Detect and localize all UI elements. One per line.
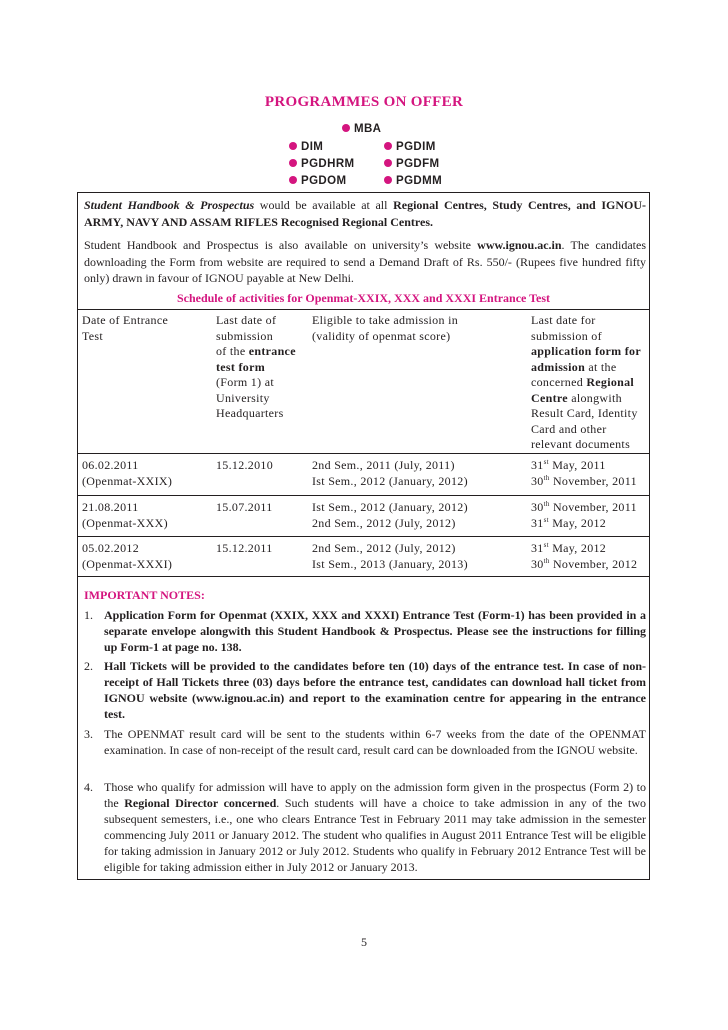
bullet-icon <box>342 124 350 132</box>
programme-label: PGDOM <box>301 175 347 187</box>
table-cell: 30th November, 2011 31st May, 2012 <box>531 500 637 530</box>
table-cell: 31st May, 2012 30th November, 2012 <box>531 541 638 571</box>
divider <box>78 309 649 310</box>
notes-title: IMPORTANT NOTES: <box>84 588 205 602</box>
bullet-icon <box>289 159 297 167</box>
page-number: 5 <box>361 935 367 949</box>
schedule-title: Schedule of activities for Openmat-XXIX, XXX and XXXI Entrance Test <box>176 291 551 305</box>
table-cell: 15.07.2011 <box>216 500 273 514</box>
divider <box>78 576 649 577</box>
intro-text: . The candidates downloading the Form from website are required to send a Demand Draft of Rs. 550/- (Rupees five hundred fifty only) drawn in favour of IGNOU payable at New Delhi. <box>84 238 646 285</box>
divider <box>78 495 649 496</box>
info-box <box>77 192 650 880</box>
programme-pgdom <box>289 175 346 187</box>
table-cell: 2nd Sem., 2011 (July, 2011) Ist Sem., 2012 (January, 2012) <box>312 458 468 488</box>
programme-mba <box>342 123 381 135</box>
table-cell: 2nd Sem., 2012 (July, 2012) Ist Sem., 2013 (January, 2013) <box>312 541 468 571</box>
programme-label: PGDFM <box>396 158 440 170</box>
divider <box>78 536 649 537</box>
website-link[interactable]: www.ignou.ac.in <box>477 238 562 252</box>
header-last-date-submission: Last date of submission of the entrance test form (Form 1) at University Headquarters <box>216 313 296 420</box>
bullet-icon <box>384 176 392 184</box>
intro-paragraph-2 <box>84 237 646 287</box>
programme-pgdim <box>384 141 436 153</box>
header-last-date-admission: Last date for submission of application form for admission at the concerned Regional Centre alongwith Result Card, Identity Card and other relevant documents <box>531 313 641 451</box>
programme-label: PGDMM <box>396 175 443 187</box>
programme-pgdhrm <box>289 158 355 170</box>
header-date-test: Date of Entrance Test <box>82 313 169 343</box>
table-cell: 15.12.2011 <box>216 541 273 555</box>
page-heading: PROGRAMMES ON OFFER <box>264 94 464 110</box>
note-1: 1. Application Form for Openmat (XXIX, XXX and XXXI) Entrance Test (Form-1) has been provided in a separate envelope alongwith this Student Handbook & Prospectus. Please see the instructions for filling up Form-1 at page no. 138. <box>84 608 646 654</box>
centres-text: Regional Centres, Study Centres, and IGNOU-ARMY, NAVY AND ASSAM RIFLES Recognised Regional Centres. <box>84 198 646 229</box>
programme-pgdmm <box>384 175 442 187</box>
table-row: 21.08.2011 (Openmat-XXX) <box>82 500 168 530</box>
table-cell: Ist Sem., 2012 (January, 2012) 2nd Sem., 2012 (July, 2012) <box>312 500 468 530</box>
bullet-icon <box>384 159 392 167</box>
bullet-icon <box>289 176 297 184</box>
note-2: 2. Hall Tickets will be provided to the candidates before ten (10) days of the entrance test. In case of non-receipt of Hall Tickets three (03) days before the entrance test, candidates can download hall ticket from IGNOU website (www.ignou.ac.in) and report to the examination centre for appearing in the entrance test. <box>84 659 646 721</box>
handbook-title: Student Handbook & Prospectus <box>84 198 255 212</box>
programme-dim <box>289 141 323 153</box>
table-cell: 31st May, 2011 30th November, 2011 <box>531 458 637 488</box>
programme-label: DIM <box>301 141 324 153</box>
programme-label: MBA <box>354 123 382 135</box>
note-3: 3. The OPENMAT result card will be sent to the students within 6-7 weeks from the date of the OPENMAT examination. In case of non-receipt of the result card, result card can be downloaded from the IGNOU website. <box>84 727 646 757</box>
bullet-icon <box>289 142 297 150</box>
table-cell: 15.12.2010 <box>216 458 273 472</box>
note-4: 4. Those who qualify for admission will have to apply on the admission form given in the prospectus (Form 2) to the Regional Director concerned. Such students will have a choice to take admission in any of the two subsequent semesters, i.e., one who clears Entrance Test in February 2011 may take admission in the semester commencing July 2011 or January 2012. The student who qualifies in August 2011 Entrance Test will be eligible for taking admission in January 2012 or July 2012. Students who qualify in February 2012 Entrance Test will be eligible for taking admission either in July 2012 or January 2013. <box>84 780 646 874</box>
table-row: 06.02.2011 (Openmat-XXIX) <box>82 458 173 488</box>
programme-pgdfm <box>384 158 440 170</box>
intro-paragraph-1 <box>84 197 646 230</box>
intro-text: would be available at all <box>254 198 394 212</box>
intro-text: Student Handbook and Prospectus is also available on university’s website <box>84 238 478 252</box>
programme-label: PGDIM <box>396 141 436 153</box>
programme-label: PGDHRM <box>301 158 355 170</box>
header-eligible: Eligible to take admission in (validity of openmat score) <box>312 313 459 343</box>
bullet-icon <box>384 142 392 150</box>
table-row: 05.02.2012 (Openmat-XXXI) <box>82 541 173 571</box>
divider <box>78 453 649 454</box>
